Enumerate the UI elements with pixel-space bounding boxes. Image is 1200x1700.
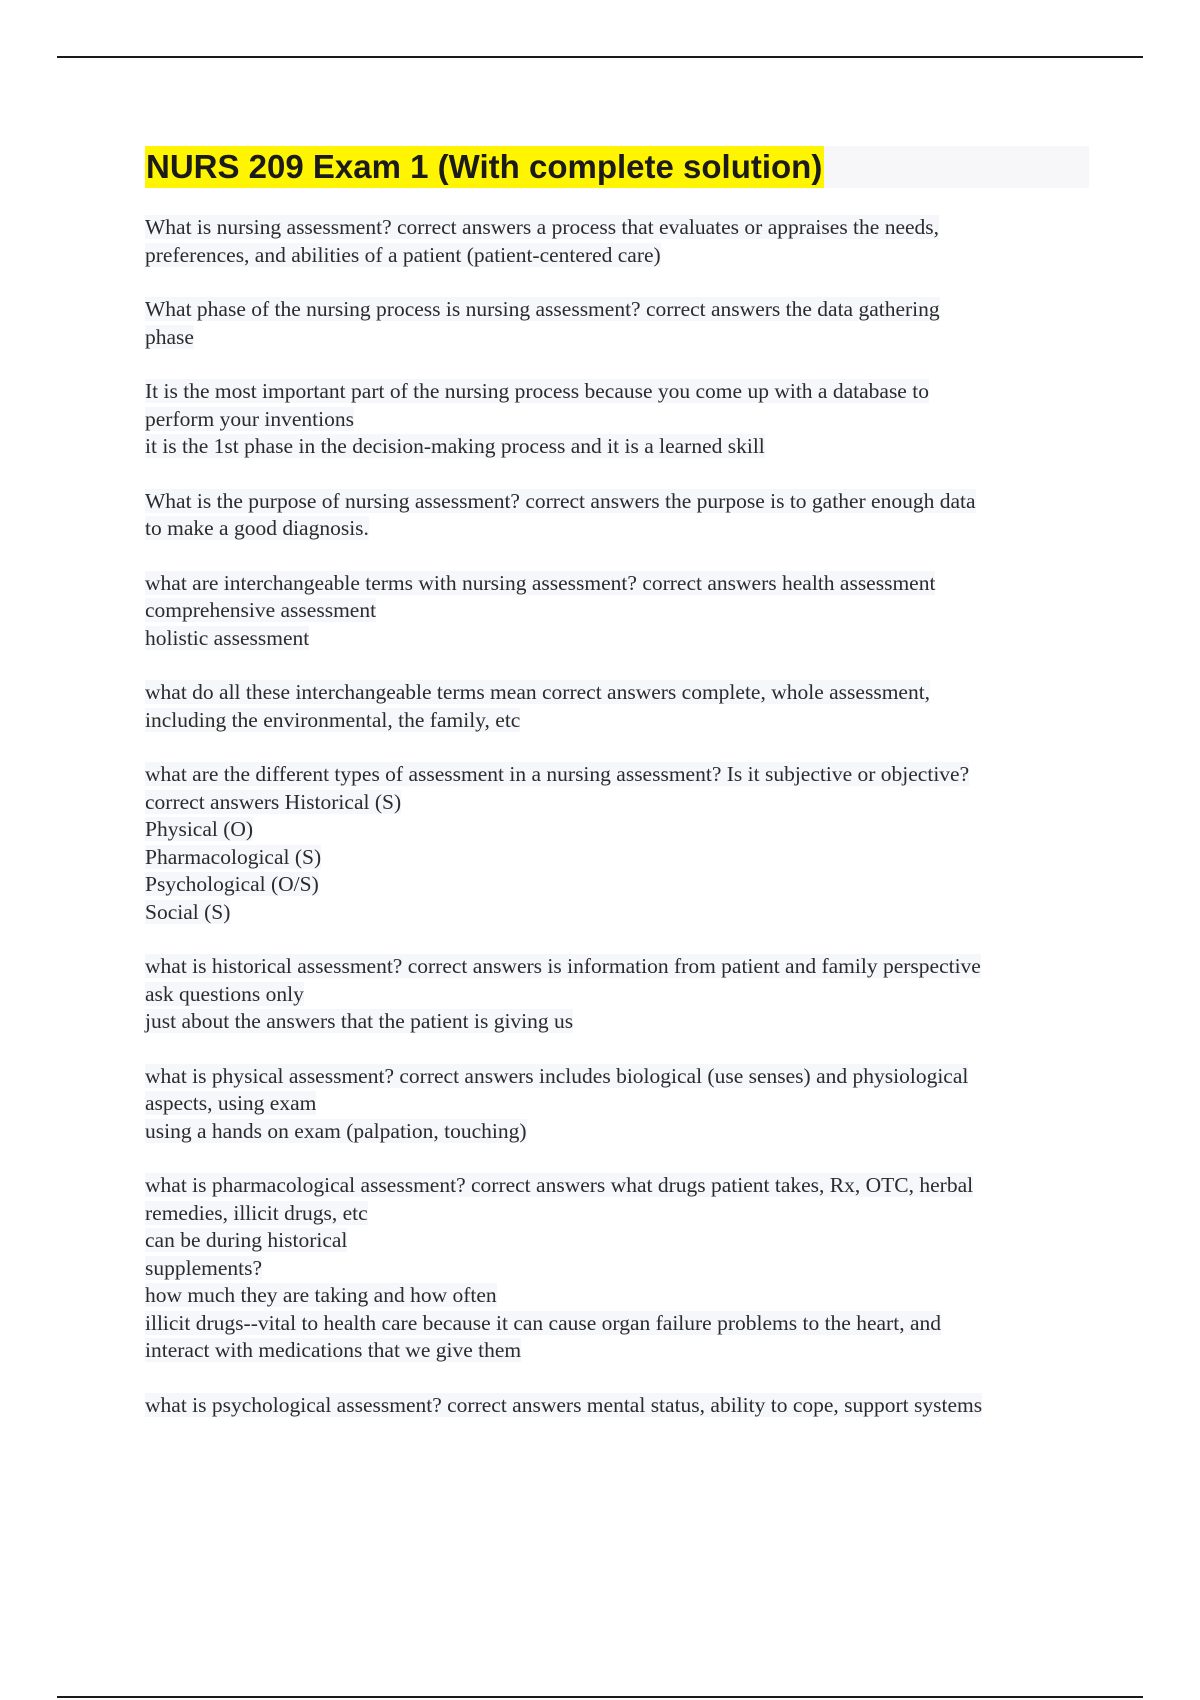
qa-line-text: What is nursing assessment? correct answers a process that evaluates or appraises the needs, (145, 215, 940, 239)
qa-line-text: how much they are taking and how often (145, 1283, 497, 1307)
qa-line-text: holistic assessment (145, 625, 310, 650)
qa-line-text: what are interchangeable terms with nursing assessment? correct answers health assessment (145, 570, 936, 595)
document-body (145, 146, 1089, 1446)
qa-entry (145, 1392, 1089, 1420)
qa-line (145, 816, 1089, 844)
qa-line (145, 1227, 1089, 1255)
qa-line-text: perform your inventions (145, 406, 354, 431)
qa-entry (145, 214, 1089, 269)
qa-entry (145, 570, 1089, 653)
qa-line-text: what do all these interchangeable terms mean correct answers complete, whole assessment, (145, 680, 931, 704)
qa-line-text: correct answers Historical (S) (145, 789, 402, 814)
qa-entry (145, 953, 1089, 1036)
qa-line (145, 1063, 1089, 1091)
qa-line (145, 214, 1089, 242)
qa-line-text: What is the purpose of nursing assessment? correct answers the purpose is to gather enough data (145, 488, 976, 513)
qa-line-text: what is physical assessment? correct answers includes biological (use senses) and physiological (145, 1063, 969, 1088)
qa-line-text: using a hands on exam (palpation, touching) (145, 1118, 527, 1143)
qa-line (145, 789, 1089, 817)
qa-line-text: Psychological (O/S) (145, 872, 319, 896)
top-rule (57, 56, 1143, 58)
qa-line-text: phase (145, 324, 194, 349)
qa-line-text: preferences, and abilities of a patient (patient-centered care) (145, 242, 661, 267)
qa-line (145, 1310, 1089, 1338)
qa-line (145, 1200, 1089, 1228)
qa-list (145, 214, 1089, 1419)
qa-line-text: what is historical assessment? correct answers is information from patient and family perspective (145, 954, 981, 978)
qa-line (145, 433, 1089, 461)
qa-line-text: supplements? (145, 1255, 263, 1280)
qa-line (145, 1282, 1089, 1310)
qa-line-text: including the environmental, the family, etc (145, 707, 521, 732)
qa-entry (145, 761, 1089, 926)
qa-line-text: It is the most important part of the nursing process because you come up with a database to (145, 379, 929, 403)
title-band (145, 146, 1089, 188)
qa-line (145, 1008, 1089, 1036)
qa-line-text: Social (S) (145, 899, 231, 924)
qa-line (145, 707, 1089, 735)
qa-line (145, 296, 1089, 324)
qa-line-text: what is psychological assessment? correct answers mental status, ability to cope, support systems (145, 1392, 983, 1417)
qa-line-text: Physical (O) (145, 817, 254, 841)
qa-line-text: aspects, using exam (145, 1091, 317, 1115)
qa-line-text: to make a good diagnosis. (145, 516, 369, 540)
qa-line (145, 378, 1089, 406)
qa-entry (145, 1063, 1089, 1146)
qa-line (145, 242, 1089, 270)
bottom-rule (57, 1696, 1143, 1698)
qa-line (145, 324, 1089, 352)
qa-line (145, 899, 1089, 927)
document-title: NURS 209 Exam 1 (With complete solution) (145, 146, 824, 188)
qa-line-text: interact with medications that we give them (145, 1338, 522, 1362)
qa-line (145, 1172, 1089, 1200)
qa-line (145, 844, 1089, 872)
qa-line-text: illicit drugs--vital to health care because it can cause organ failure problems to the heart, and (145, 1310, 941, 1335)
qa-entry (145, 679, 1089, 734)
qa-line-text: What phase of the nursing process is nursing assessment? correct answers the data gathering (145, 297, 940, 321)
qa-line (145, 761, 1089, 789)
qa-entry (145, 1172, 1089, 1365)
qa-line (145, 953, 1089, 981)
qa-line-text: can be during historical (145, 1228, 348, 1252)
qa-line (145, 488, 1089, 516)
qa-line (145, 981, 1089, 1009)
qa-line (145, 406, 1089, 434)
qa-line-text: comprehensive assessment (145, 598, 377, 622)
qa-line (145, 625, 1089, 653)
qa-line (145, 515, 1089, 543)
qa-line (145, 679, 1089, 707)
qa-line-text: remedies, illicit drugs, etc (145, 1200, 368, 1225)
qa-line-text: what are the different types of assessment in a nursing assessment? Is it subjective or objective? (145, 762, 970, 786)
qa-line (145, 570, 1089, 598)
qa-line (145, 1255, 1089, 1283)
qa-line-text: Pharmacological (S) (145, 844, 322, 869)
qa-entry (145, 296, 1089, 351)
qa-line-text: what is pharmacological assessment? correct answers what drugs patient takes, Rx, OTC, herbal (145, 1173, 974, 1197)
qa-line (145, 871, 1089, 899)
qa-entry (145, 488, 1089, 543)
qa-line (145, 1090, 1089, 1118)
qa-line (145, 597, 1089, 625)
qa-line (145, 1118, 1089, 1146)
qa-line-text: just about the answers that the patient is giving us (145, 1009, 574, 1033)
qa-line-text: it is the 1st phase in the decision-making process and it is a learned skill (145, 434, 765, 458)
qa-entry (145, 378, 1089, 461)
qa-line (145, 1392, 1089, 1420)
qa-line-text: ask questions only (145, 981, 304, 1006)
qa-line (145, 1337, 1089, 1365)
